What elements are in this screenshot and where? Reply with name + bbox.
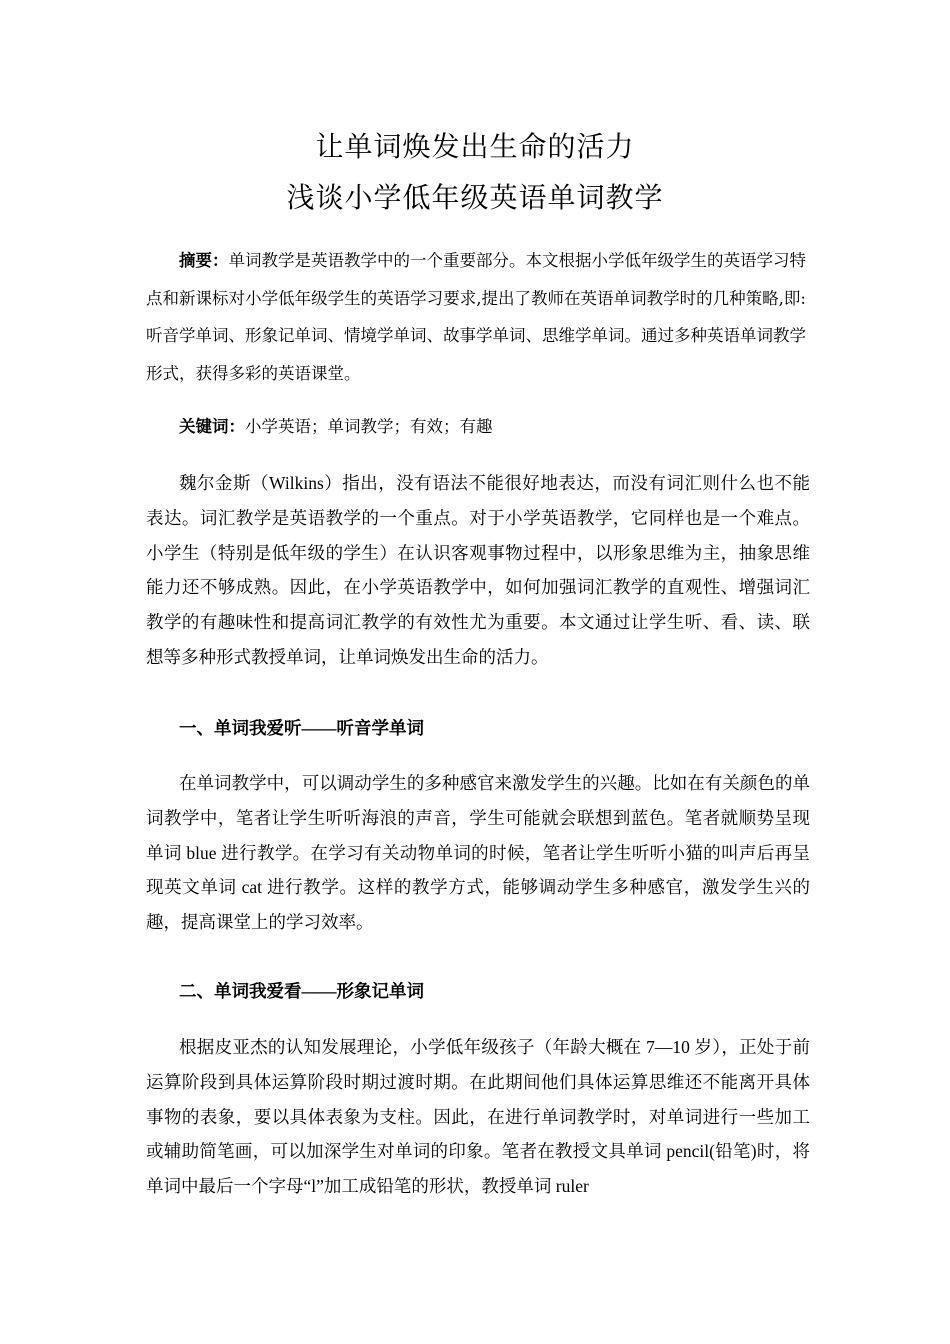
keywords-text: 小学英语；单词教学；有效；有趣: [245, 417, 493, 436]
intro-paragraph: 魏尔金斯（Wilkins）指出，没有语法不能很好地表达，而没有词汇则什么也不能表达。词汇教学是英语教学的一个重点。对于小学英语教学，它同样也是一个难点。小学生（特别是低年级的学生）在认识客观事物过程中，以形象思维为主，抽象思维能力还不够成熟。因此，在小学英语教学中，如何加强词汇教学的直观性、增强词汇教学的有趣味性和提高词汇教学的有效性尤为重要。本文通过让学生听、看、读、联想等多种形式教授单词，让单词焕发出生命的活力。: [146, 473, 810, 667]
abstract-label: 摘要：: [179, 251, 229, 270]
section-1-paragraph: 在单词教学中，可以调动学生的多种感官来激发学生的兴趣。比如在有关颜色的单词教学中，笔者让学生听听海浪的声音，学生可能就会联想到蓝色。笔者就顺势呈现单词 blue 进行教学。在学习有关动物单词的时候，笔者让学生听听小猫的叫声后再呈现英文单词 cat 进行教学。这样的教学方式，能够调动学生多种感官，激发学生兴的趣，提高课堂上的学习效率。: [146, 773, 810, 933]
abstract-text: 单词教学是英语教学中的一个重要部分。本文根据小学低年级学生的英语学习特点和新课标对小学低年级学生的英语学习要求,提出了教师在英语单词教学时的几种策略,即:听音学单词、形象记单词、情境学单词、故事学单词、思维学单词。通过多种英语单词教学形式，获得多彩的英语课堂。: [146, 251, 806, 383]
keywords: [146, 412, 806, 442]
abstract: [146, 242, 806, 392]
section-2-paragraph: 根据皮亚杰的认知发展理论，小学低年级孩子（年龄大概在 7—10 岁），正处于前运算阶段到具体运算阶段时期过渡时期。在此期间他们具体运算思维还不能离开具体事物的表象，要以具体表象为支柱。因此，在进行单词教学时，对单词进行一些加工或辅助简笔画，可以加深学生对单词的印象。笔者在教授文具单词 pencil(铅笔)时，将单词中最后一个字母“l”加工成铅笔的形状，教授单词 ruler: [146, 1037, 810, 1197]
title-line-2: 浅谈小学低年级英语单词教学: [286, 181, 664, 214]
title-line-1: 让单词焕发出生命的活力: [315, 130, 635, 163]
section-1-heading: 一、单词我爱听——听音学单词: [179, 718, 424, 738]
keywords-label: 关键词：: [179, 417, 245, 436]
section-2-heading: 二、单词我爱看——形象记单词: [179, 981, 424, 1001]
